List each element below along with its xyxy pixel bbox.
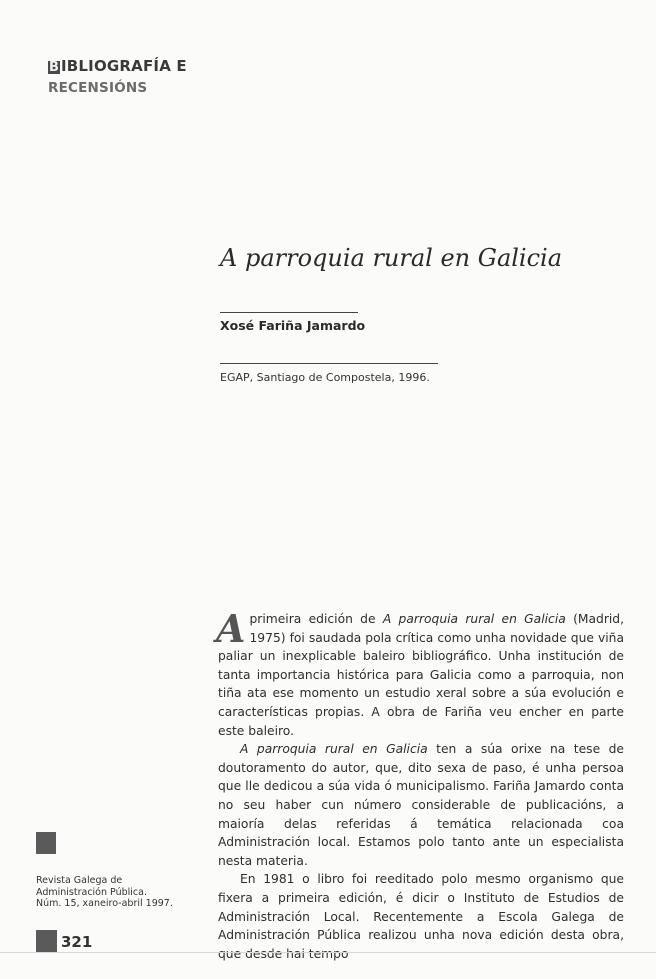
journal-line1: Revista Galega de: [36, 875, 123, 886]
side-block-marker: [36, 832, 56, 854]
page-number: 321: [61, 933, 93, 951]
bottom-rule: [0, 952, 656, 953]
review-author: Xosé Fariña Jamardo: [220, 318, 366, 333]
review-publisher: EGAP, Santiago de Compostela, 1996.: [220, 371, 430, 384]
publisher-rule: [220, 363, 438, 364]
paragraph-2-book-title: A parroquia rural en Galicia: [240, 742, 428, 757]
section-label-line2: RECENSIÓNS: [48, 80, 148, 96]
paragraph-1-book-title: A parroquia rural en Galicia: [382, 612, 566, 626]
section-label-line1: [48, 59, 187, 74]
paragraph-1-text-b: (Madrid, 1975) foi saudada pola crítica como unha novidade que viña paliar un inexplicable baleiro bibliográfico. Unha institución de tanta importancia histórica para Galicia como a parroquia, non tiña ata ese momento un estudio xeral sobre a súa evolución e características propias. A obra de Fariña veu encher en parte este baleiro.: [218, 612, 625, 738]
section-label: [48, 59, 187, 96]
journal-line3: Núm. 15, xaneiro-abril 1997.: [36, 898, 173, 909]
paragraph-1: [216, 606, 625, 740]
drop-cap: A: [216, 606, 246, 651]
paragraph-3: En 1981 o libro foi reeditado polo mesmo organismo que fixera a primeira edición, é dicir o Instituto de Estudios de Administración Local. Recentemente a Escola Galega de Administración Pública realizou unha nova edición desta obra, que desde hai tempo: [218, 872, 624, 961]
section-label-line1-text: IBLIOGRAFÍA E: [61, 57, 187, 75]
journal-info: [36, 875, 173, 910]
review-title: A parroquia rural en Galicia: [220, 244, 563, 272]
section-initial-box: B: [48, 60, 60, 75]
paragraph-1-text-a: primeira edición de: [249, 612, 383, 626]
page-number-box: [36, 930, 57, 952]
paragraph-2: [218, 740, 624, 870]
paragraph-2-text: ten a súa orixe na tese de doutoramento do autor, que, dito sexa de paso, é unha persoa que lle dedicou a súa vida ó municipalismo. Fariña Jamardo conta no seu haber cun número considerable de publicacións, a maioría delas referidas á temática relacionada coa Administración local. Estamos polo tanto ante un especialista nesta materia.: [218, 742, 624, 868]
author-rule: [220, 312, 358, 313]
review-body: [216, 606, 625, 963]
journal-line2: Administración Pública.: [36, 886, 147, 898]
